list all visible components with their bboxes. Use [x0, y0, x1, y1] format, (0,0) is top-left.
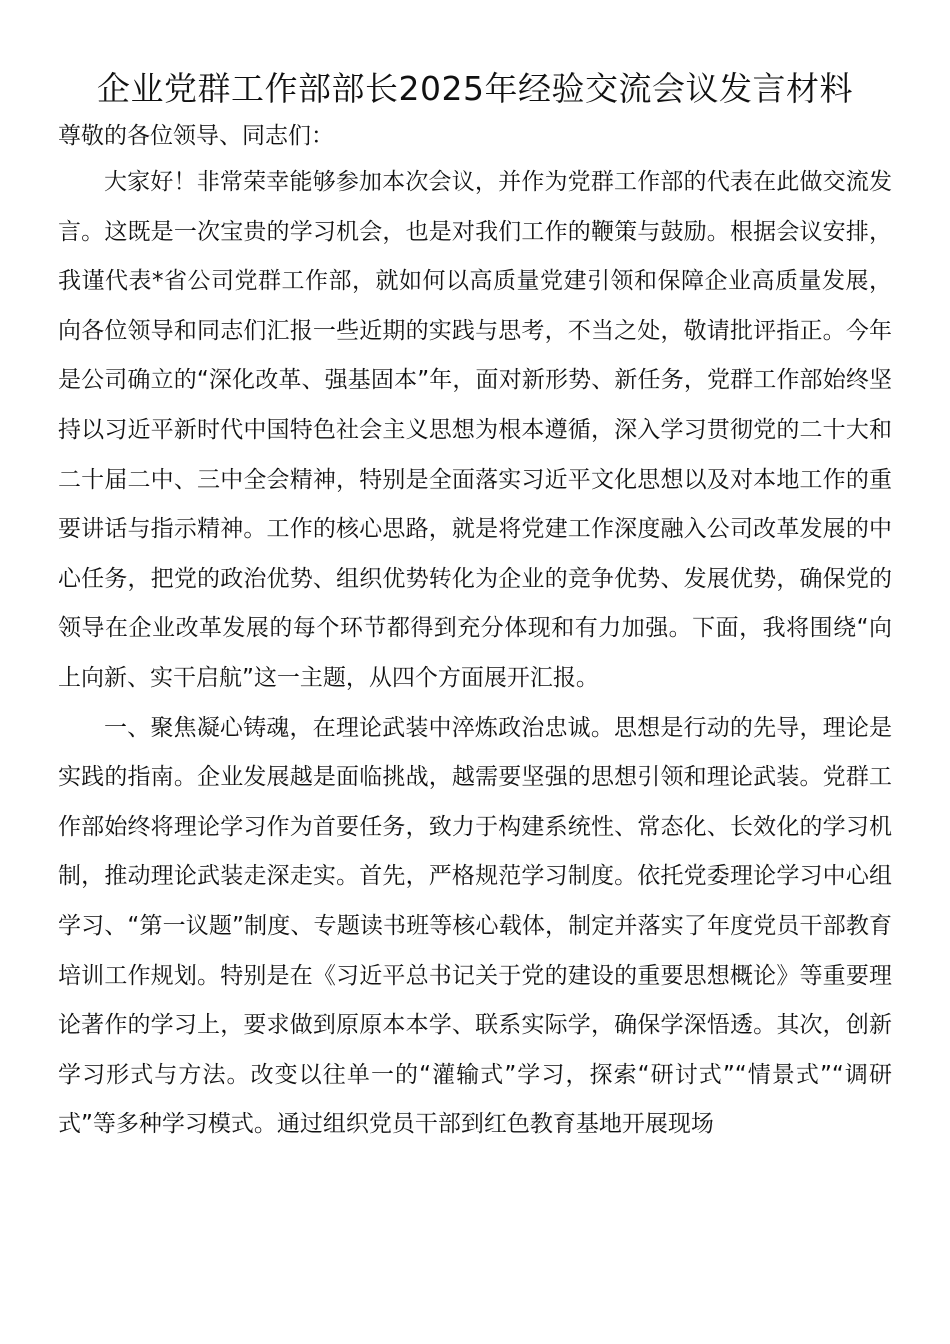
document-title: 企业党群工作部部长2025年经验交流会议发言材料 — [97, 69, 853, 108]
salutation: 尊敬的各位领导、同志们： — [58, 123, 334, 149]
paragraph-section-one: 一、聚焦凝心铸魂，在理论武装中淬炼政治忠诚。思想是行动的先导，理论是实践的指南。企业发展越是面临挑战，越需要坚强的思想引领和理论武装。党群工作部始终将理论学习作为首要任务，致力于构建系统性、常态化、长效化的学习机制，推动理论武装走深走实。首先，严格规范学习制度。依托党委理论学习中心组学习、“第一议题”制度、专题读书班等核心载体，制定并落实了年度党员干部教育培训工作规划。特别是在《习近平总书记关于党的建设的重要思想概论》等重要理论著作的学习上，要求做到原原本本学、联系实际学，确保学深悟透。其次，创新学习形式与方法。改变以往单一的“灌输式”学习，探索“研讨式”“情景式”“调研式”等多种学习模式。通过组织党员干部到红色教育基地开展现场 — [58, 714, 892, 1138]
paragraph-opening: 大家好！非常荣幸能够参加本次会议，并作为党群工作部的代表在此做交流发言。这既是一次宝贵的学习机会，也是对我们工作的鞭策与鼓励。根据会议安排，我谨代表*省公司党群工作部，就如何以高质量党建引领和保障企业高质量发展，向各位领导和同志们汇报一些近期的实践与思考，不当之处，敬请批评指正。今年是公司确立的“深化改革、强基固本”年，面对新形势、新任务，党群工作部始终坚持以习近平新时代中国特色社会主义思想为根本遵循，深入学习贯彻党的二十大和二十届二中、三中全会精神，特别是全面落实习近平文化思想以及对本地工作的重要讲话与指示精神。工作的核心思路，就是将党建工作深度融入公司改革发展的中心任务，把党的政治优势、组织优势转化为企业的竞争优势、发展优势，确保党的领导在企业改革发展的每个环节都得到充分体现和有力加强。下面，我将围绕“向上向新、实干启航”这一主题，从四个方面展开汇报。 — [58, 169, 892, 691]
